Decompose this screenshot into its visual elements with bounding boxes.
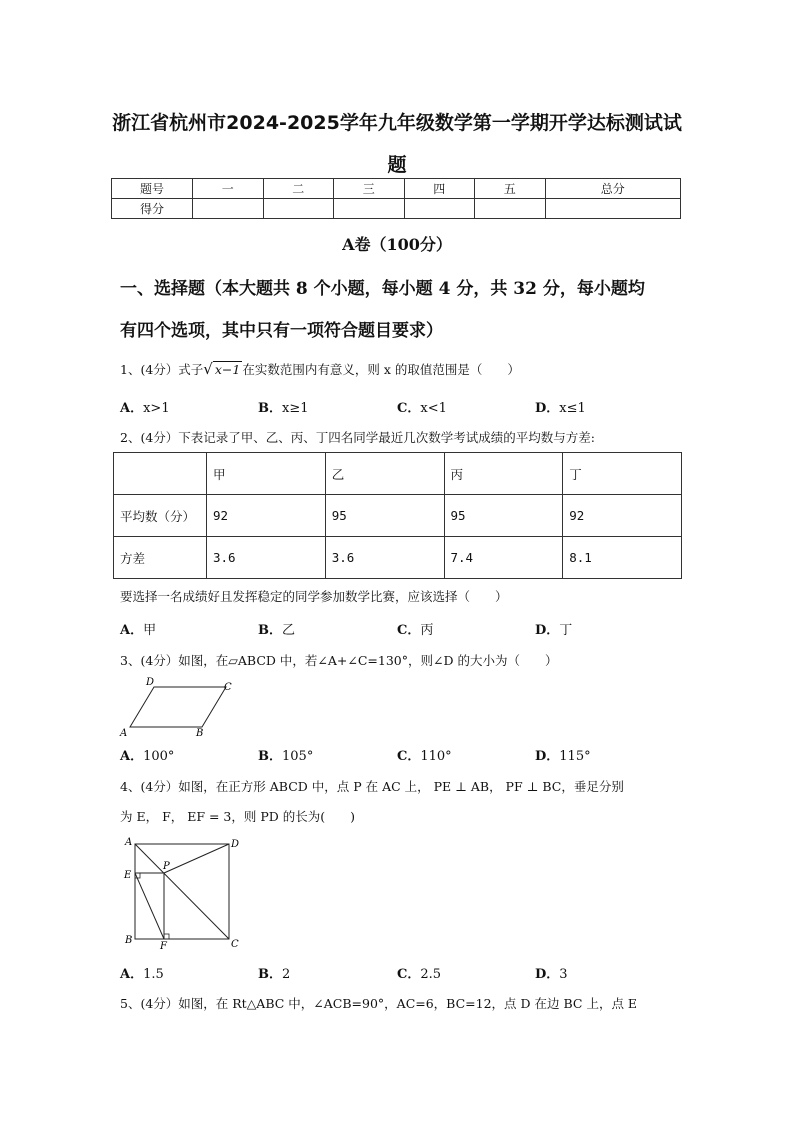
score-cell: 三	[334, 179, 405, 199]
question-2-options	[120, 619, 690, 637]
radicand: x−1	[214, 362, 241, 377]
option-text: x≤1	[559, 401, 586, 416]
option-b[interactable]	[258, 619, 295, 638]
option-letter: D．	[535, 401, 560, 416]
label-d: D	[231, 839, 240, 850]
option-letter: A．	[120, 401, 144, 416]
table-cell: 方差	[114, 537, 207, 579]
option-d[interactable]	[535, 619, 572, 638]
label-a: A	[120, 728, 128, 738]
option-letter: C．	[397, 401, 421, 416]
option-text: 110°	[420, 749, 452, 764]
table-cell: 95	[444, 495, 563, 537]
option-letter: A．	[120, 749, 144, 764]
option-b[interactable]	[258, 745, 313, 764]
question-3-stem: 3、(4分）如图，在▱ABCD 中，若∠A+∠C=130°，则∠D 的大小为（ ）	[120, 653, 558, 668]
option-a[interactable]	[120, 745, 174, 764]
question-4-stem: 4、(4分）如图，在正方形 ABCD 中，点 P 在 AC 上， PE ⊥ AB， PF ⊥ BC，垂足分别	[120, 779, 624, 794]
label-d: D	[146, 677, 155, 688]
table-cell: 95	[325, 495, 444, 537]
parallelogram-figure	[118, 676, 243, 738]
option-d[interactable]	[535, 963, 568, 982]
table-row	[114, 495, 682, 537]
segment-pd	[164, 844, 229, 873]
option-text: x<1	[420, 401, 447, 416]
section-heading: 一、选择题（本大题共 8 个小题，每小题 4 分，共 32 分，每小题均	[120, 279, 645, 299]
option-text: 100°	[143, 749, 175, 764]
question-1-options	[120, 397, 690, 415]
option-text: 1.5	[143, 967, 164, 982]
score-cell: 四	[404, 179, 475, 199]
option-letter: A．	[120, 623, 144, 638]
option-c[interactable]	[397, 397, 447, 416]
score-table	[111, 178, 681, 219]
option-c[interactable]	[397, 619, 433, 638]
table-cell: 平均数（分）	[114, 495, 207, 537]
table-header-row	[114, 453, 682, 495]
option-letter: C．	[397, 749, 421, 764]
option-d[interactable]	[535, 397, 586, 416]
label-p: P	[163, 861, 170, 872]
score-input-cell	[334, 199, 405, 219]
option-text: 2	[282, 967, 291, 982]
table-cell: 3.6	[325, 537, 444, 579]
label-b: B	[125, 935, 133, 946]
question-5-stem: 5、(4分）如图，在 Rt△ABC 中，∠ACB=90°，AC=6，BC=12，点 D 在边 BC 上，点 E	[120, 996, 638, 1011]
option-c[interactable]	[397, 745, 452, 764]
score-input-cell	[545, 199, 681, 219]
option-text: 3	[559, 967, 568, 982]
score-input-cell	[475, 199, 546, 219]
square-figure	[118, 832, 243, 952]
question-2-stem: 2、(4分）下表记录了甲、乙、丙、丁四名同学最近几次数学考试成绩的平均数与方差:	[120, 430, 595, 445]
table-cell: 3.6	[207, 537, 326, 579]
question-2-table	[113, 452, 682, 579]
part-a-heading: A卷（100分）	[342, 235, 452, 254]
question-1-stem	[120, 360, 520, 378]
page-title: 浙江省杭州市2024-2025学年九年级数学第一学期开学达标测试试	[112, 112, 682, 134]
score-cell: 五	[475, 179, 546, 199]
table-cell: 丙	[444, 453, 563, 495]
label-c: C	[224, 682, 232, 693]
diagonal-ac	[135, 844, 229, 939]
sqrt-expression	[203, 360, 242, 378]
option-letter: C．	[397, 967, 421, 982]
score-cell: 得分	[112, 199, 193, 219]
question-4-options	[120, 963, 690, 981]
option-text: 105°	[282, 749, 314, 764]
option-letter: D．	[535, 749, 560, 764]
page-title-continued: 题	[387, 154, 407, 176]
option-letter: B．	[258, 967, 282, 982]
sqrt-icon: √	[203, 360, 213, 378]
table-cell: 甲	[207, 453, 326, 495]
table-cell: 92	[207, 495, 326, 537]
question-1-prefix: 1、(4分）式子	[120, 362, 204, 377]
option-letter: A．	[120, 967, 144, 982]
score-cell: 二	[263, 179, 334, 199]
question-3-options	[120, 745, 690, 763]
table-cell: 8.1	[563, 537, 682, 579]
option-text: 丁	[559, 623, 573, 638]
table-row	[114, 537, 682, 579]
option-text: 115°	[559, 749, 591, 764]
parallelogram-shape	[130, 687, 226, 727]
section-heading-continued: 有四个选项，其中只有一项符合题目要求）	[120, 321, 443, 341]
option-c[interactable]	[397, 963, 441, 982]
option-letter: C．	[397, 623, 421, 638]
question-2-question: 要选择一名成绩好且发挥稳定的同学参加数学比赛，应该选择（ ）	[120, 589, 508, 604]
question-1-suffix: 在实数范围内有意义，则 x 的取值范围是（ ）	[242, 362, 520, 377]
option-d[interactable]	[535, 745, 591, 764]
option-letter: B．	[258, 623, 282, 638]
table-cell: 7.4	[444, 537, 563, 579]
option-text: 乙	[282, 623, 296, 638]
label-c: C	[231, 939, 239, 950]
label-f: F	[160, 941, 167, 952]
score-cell: 题号	[112, 179, 193, 199]
option-b[interactable]	[258, 963, 290, 982]
option-b[interactable]	[258, 397, 309, 416]
option-letter: D．	[535, 967, 560, 982]
table-cell: 丁	[563, 453, 682, 495]
table-cell	[114, 453, 207, 495]
label-b: B	[196, 728, 204, 738]
score-table-header-row	[112, 179, 681, 199]
score-cell: 一	[193, 179, 264, 199]
score-cell: 总分	[545, 179, 681, 199]
label-a: A	[125, 837, 133, 848]
option-text: 甲	[143, 623, 157, 638]
score-table-score-row	[112, 199, 681, 219]
segment-ef	[135, 873, 164, 939]
score-input-cell	[404, 199, 475, 219]
option-text: 丙	[420, 623, 434, 638]
option-a[interactable]	[120, 619, 156, 638]
option-letter: B．	[258, 401, 282, 416]
option-text: 2.5	[420, 967, 442, 982]
table-cell: 92	[563, 495, 682, 537]
table-cell: 乙	[325, 453, 444, 495]
option-text: x≥1	[282, 401, 309, 416]
score-input-cell	[263, 199, 334, 219]
option-a[interactable]	[120, 963, 164, 982]
option-text: x>1	[143, 401, 170, 416]
score-input-cell	[193, 199, 264, 219]
question-4-stem-continued: 为 E， F， EF = 3，则 PD 的长为( )	[120, 809, 356, 824]
option-letter: D．	[535, 623, 560, 638]
option-a[interactable]	[120, 397, 170, 416]
label-e: E	[124, 870, 132, 881]
option-letter: B．	[258, 749, 282, 764]
right-angle-f-icon	[164, 934, 169, 939]
